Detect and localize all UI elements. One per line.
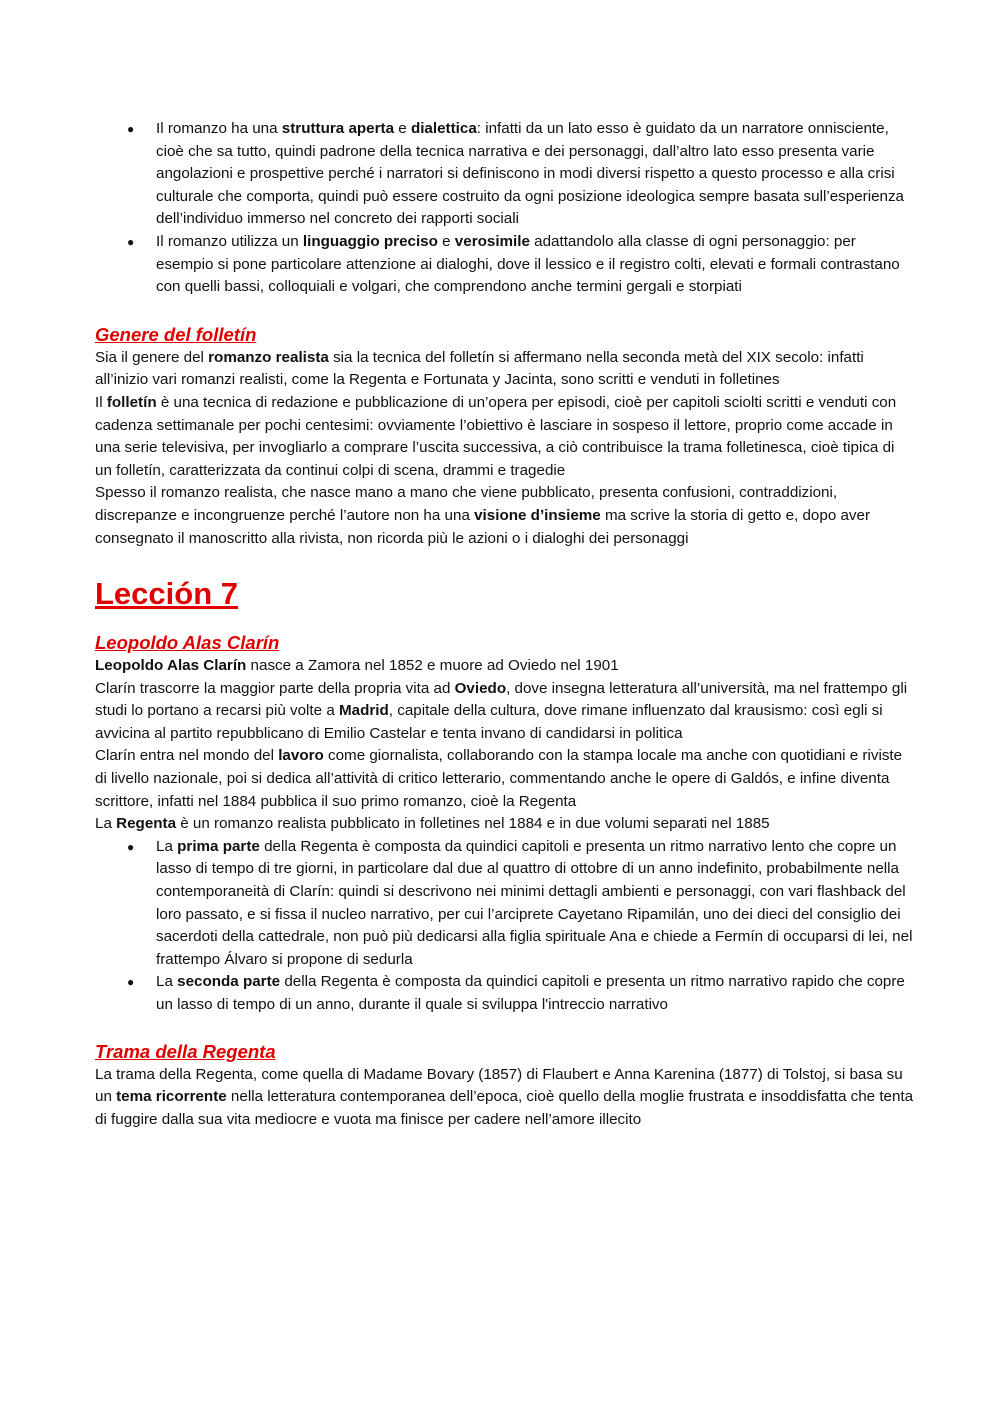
bold-text: Regenta	[116, 815, 177, 833]
text-run: sia la tecnica del folletín si affermano nella seconda metà del XIX secolo: infatti all’inizio vari romanzi realisti, come la Regenta e Fortunata y Jacinta, sono scritti e venduti in folletines	[95, 348, 864, 389]
text-run: Sia il genere del	[95, 348, 209, 366]
bold-text: linguaggio preciso	[302, 232, 438, 250]
paragraph	[95, 678, 915, 746]
text-run: è un romanzo realista pubblicato in folletines nel 1884 e in due volumi separati nel 1885	[176, 815, 770, 833]
bold-text: Leopoldo Alas Clarín	[95, 657, 247, 675]
bold-text: romanzo realista	[208, 348, 329, 366]
bold-text: Madrid	[338, 702, 389, 720]
lesson-title: Lección 7	[95, 576, 238, 612]
text-run: nella letteratura contemporanea dell’epoca, cioè quello della moglie frustrata e insoddisfatta che tenta di fuggire dalla sua vita mediocre e vuota ma finisce per cadere nell’amore illecito	[95, 1088, 914, 1128]
bold-text: lavoro	[278, 747, 324, 765]
list-item	[95, 971, 915, 1016]
bold-text: folletín	[106, 393, 157, 411]
text-run: , dove insegna letteratura all’università, ma nel frattempo gli studi lo portano a recarsi più volte a	[95, 679, 908, 720]
paragraph	[95, 347, 915, 392]
bold-text: verosimile	[454, 232, 530, 250]
bullet-icon: ●	[127, 839, 135, 854]
paragraph	[95, 392, 915, 482]
text-run: La	[156, 973, 178, 991]
text-run: e	[437, 232, 455, 250]
section-heading-folletin: Genere del folletín	[95, 323, 257, 345]
text-run: come giornalista, collaborando con la stampa locale ma anche con quotidiani e riviste di livello nazionale, poi si dedica all’attività di critico letterario, commentando anche le opere di Galdós, e infine diventa scrittore, infatti nel 1884 pubblica il suo primo romanzo, cioè la Regenta	[95, 747, 903, 810]
text-run: e	[394, 120, 411, 137]
text-run: Il romanzo utilizza un	[156, 232, 303, 250]
bullet-icon: ●	[127, 122, 135, 136]
document-page	[95, 118, 915, 1131]
text-run: adattandolo alla classe di ogni personaggio: per esempio si pone particolare attenzione ai dialoghi, dove il lessico e il registro colti, elevati e formali contrastano con quelli bassi, colloquiali e volgari, che comprendono anche termini gergali e storpiati	[156, 232, 900, 296]
bold-text: struttura aperta	[281, 120, 395, 137]
text-run: Spesso il romanzo realista, che nasce mano a mano che viene pubblicato, presenta confusioni, contraddizioni, discrepanze e incongruenze perché l’autore non ha una	[95, 484, 838, 524]
intro-bullet-list	[95, 118, 915, 299]
text-run: ma scrive la storia di getto e, dopo aver consegnato il manoscritto alla rivista, non ricorda più le azioni o i dialoghi dei personaggi	[95, 506, 871, 547]
paragraph	[95, 745, 915, 813]
paragraph	[95, 813, 915, 836]
text-run: Clarín entra nel mondo del	[95, 747, 279, 765]
paragraph	[95, 1064, 915, 1132]
list-item	[95, 836, 915, 972]
section-heading-trama: Trama della Regenta	[95, 1040, 276, 1062]
list-item	[95, 118, 915, 231]
regenta-parts-list	[95, 836, 915, 1017]
text-run: della Regenta è composta da quindici capitoli e presenta un ritmo narrativo lento che copre un lasso di tempo di tre giorni, in particolare dal due al quattro di ottobre di un anno indefinito, probabilmente nella contemporaneità di Clarín: quindi si descrivono nei minimi dettagli ambienti e personaggi, con vari flashback del loro passato, e si fissa il nucleo narrativo, per cui l’arciprete Cayetano Ripamilán, uno dei dieci del consiglio dei sacerdoti della cattedrale, non può più dedicarsi alla figlia spirituale Ana e chiede a Fermín di occuparsi di lei, nel frattempo Álvaro si propone di sedurla	[156, 837, 913, 968]
bold-text: seconda parte	[177, 973, 281, 991]
list-item	[95, 231, 915, 299]
text-run: , capitale della cultura, dove rimane influenzato dal krausismo: così egli si avvicina al partito repubblicano di Emilio Castelar e tenta invano di candidarsi in politica	[95, 702, 883, 742]
text-run: Il	[95, 393, 107, 411]
section-heading-clarin: Leopoldo Alas Clarín	[95, 632, 280, 654]
text-run: Clarín trascorre la maggior parte della propria vita ad	[95, 679, 455, 697]
bullet-icon: ●	[127, 234, 135, 249]
bold-text: visione d’insieme	[474, 506, 601, 524]
text-run: La	[95, 815, 117, 833]
paragraph	[95, 655, 915, 678]
bullet-icon: ●	[127, 975, 135, 990]
text-run: della Regenta è composta da quindici capitoli e presenta un ritmo narrativo rapido che copre un lasso di tempo di un anno, durante il quale si sviluppa l'intreccio narrativo	[156, 973, 905, 1013]
text-run: La	[156, 837, 178, 855]
bold-text: Oviedo	[454, 679, 507, 697]
text-run: nasce a Zamora nel 1852 e muore ad Oviedo nel 1901	[246, 657, 619, 675]
paragraph	[95, 482, 915, 550]
text-run: La trama della Regenta, come quella di Madame Bovary (1857) di Flaubert e Anna Karenina (1877) di Tolstoj, si basa su un	[95, 1065, 903, 1106]
text-run: : infatti da un lato esso è guidato da un narratore onnisciente, cioè che sa tutto, quindi padrone della tecnica narrativa e dei personaggi, dall’altro lato esso presenta varie angolazioni e prospettive perché i narratori si definiscono in modi diversi rispetto a questo processo e alla crisi culturale che comporta, quindi può essere costruito da ogni posizione ideologica sempre basata sull’esperienza dell’individuo immerso nel concreto dei rapporti sociali	[156, 120, 905, 228]
bold-text: dialettica	[410, 120, 477, 137]
text-run: è una tecnica di redazione e pubblicazione di un’opera per episodi, cioè per capitoli sciolti scritti e venduti con cadenza settimanale per pochi centesimi: ovviamente l’obiettivo è lasciare in sospeso il lettore, proprio come accade in una serie televisiva, per invogliarlo a comprare l’uscita successiva, a ciò contribuisce la trama folletinesca, cioè tipica di un folletín, caratterizzata da continui colpi di scena, drammi e tragedie	[95, 393, 897, 479]
bold-text: prima parte	[177, 837, 260, 855]
text-run: Il romanzo ha una	[156, 120, 282, 137]
bold-text: tema ricorrente	[116, 1088, 227, 1106]
